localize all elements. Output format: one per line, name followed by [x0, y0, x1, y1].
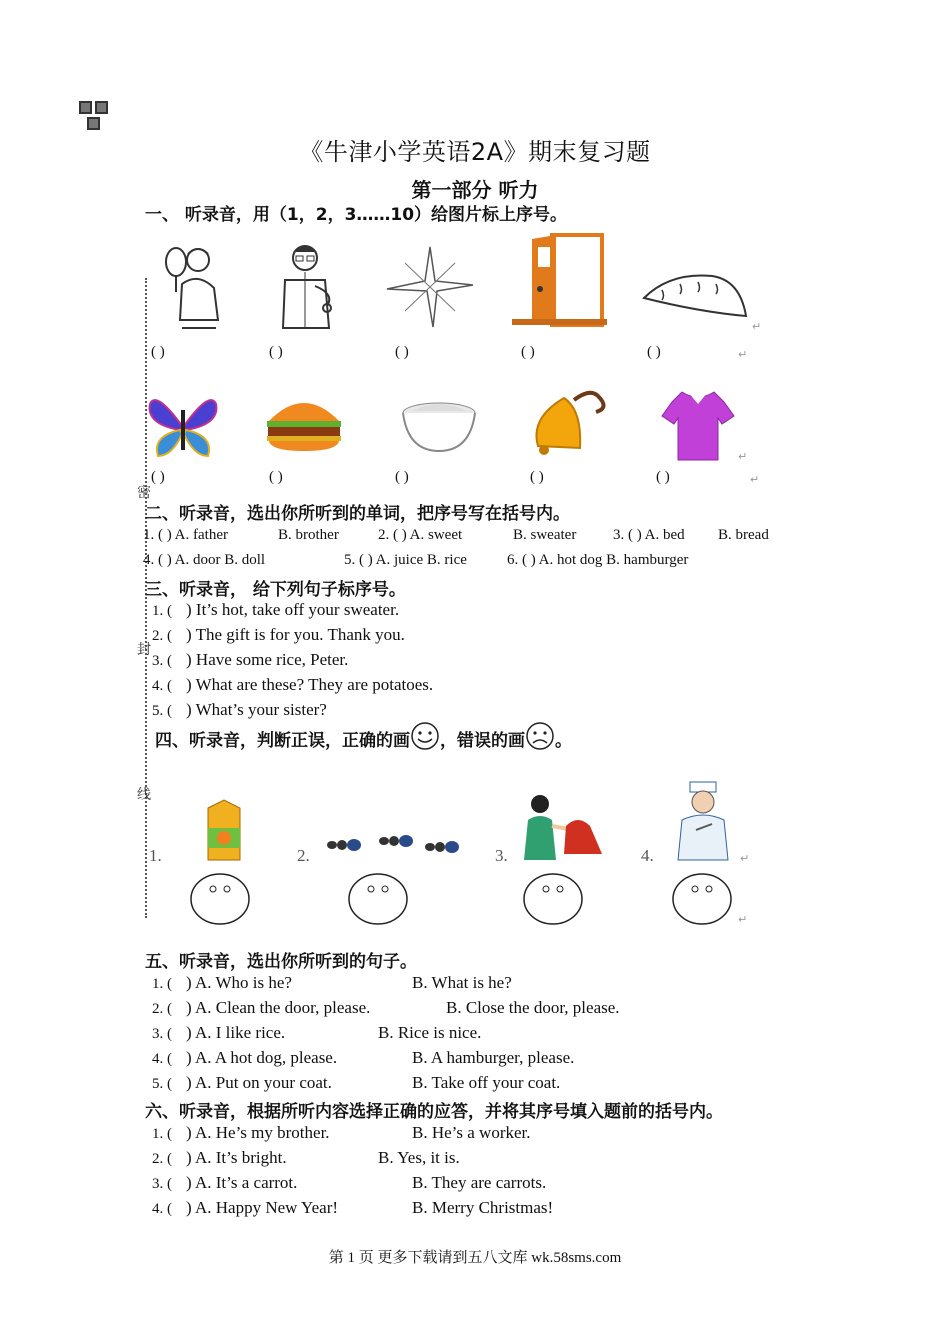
blank-4[interactable]: ( ): [521, 344, 535, 360]
section1-heading: 一、 听录音，用（1，2，3……10）给图片标上序号。: [145, 205, 568, 225]
part-title: 第一部分 听力: [411, 178, 539, 202]
blank-1[interactable]: ( ): [151, 344, 165, 360]
doctor-picture: [275, 240, 345, 339]
return-mark: ↵: [750, 473, 760, 486]
return-mark: ↵: [752, 320, 762, 333]
item-number: 5. (: [152, 703, 172, 719]
option-a: ) A. I like rice.: [186, 1023, 286, 1042]
page-title: 《牛津小学英语2A》期末复习题: [299, 138, 651, 166]
item-number: 1. (: [152, 976, 172, 992]
s5-item-5: [152, 1073, 332, 1093]
s2-q3-b: B. bread: [718, 527, 769, 543]
option-a: ) A. Clean the door, please.: [186, 998, 371, 1017]
blank-5[interactable]: ( ): [647, 344, 661, 360]
blank-face-2-icon[interactable]: [347, 872, 409, 930]
blank-2[interactable]: ( ): [269, 344, 283, 360]
item-number: 4. (: [152, 1051, 172, 1067]
return-mark: ↵: [738, 450, 748, 463]
s6-item-1: [152, 1123, 330, 1143]
s3-item-4: [152, 675, 433, 695]
s5-item-4: [152, 1048, 337, 1068]
option-a: ) A. It’s a carrot.: [186, 1173, 298, 1192]
item-number: 4. (: [152, 678, 172, 694]
section2-heading: 二、听录音，选出你所听到的单词，把序号写在括号内。: [145, 504, 570, 524]
binding-mark-feng: 封: [137, 642, 151, 658]
item-number: 1. (: [152, 603, 172, 619]
s3-item-5: [152, 700, 327, 720]
item-number: 3. (: [152, 1026, 172, 1042]
hamburger-picture: [265, 393, 343, 457]
blank-face-3-icon[interactable]: [522, 872, 584, 930]
blank-6[interactable]: ( ): [151, 469, 165, 485]
blank-face-1-icon[interactable]: [189, 872, 251, 930]
item-number: 2. (: [152, 1001, 172, 1017]
item-number: 3. (: [152, 1176, 172, 1192]
item-text: ) It’s hot, take off your sweater.: [186, 600, 400, 619]
section4-heading: [155, 722, 572, 751]
item-number: 2. (: [152, 628, 172, 644]
binding-mark-mi: 密: [137, 485, 151, 501]
door-picture: [512, 233, 607, 332]
s6-item-3: [152, 1173, 297, 1193]
item-text: ) The gift is for you. Thank you.: [186, 625, 405, 644]
s3-item-2: [152, 625, 405, 645]
s2-q6: 6. ( ) A. hot dog B. hamburger: [507, 552, 689, 568]
smiley-face-icon: [410, 722, 440, 750]
bell-picture: [524, 388, 616, 464]
s5-item-1-b: B. What is he?: [412, 973, 512, 992]
sweet-potato-picture: [640, 268, 750, 327]
page-footer: 第 1 页 更多下载请到五八文库 wk.58sms.com: [328, 1250, 622, 1266]
s2-q3-a: 3. ( ) A. bed: [613, 527, 685, 543]
s6-item-2: [152, 1148, 287, 1168]
s5-item-2: [152, 998, 370, 1018]
blank-7[interactable]: ( ): [269, 469, 283, 485]
blank-10[interactable]: ( ): [656, 469, 670, 485]
blank-face-4-icon[interactable]: [671, 872, 733, 930]
sad-face-icon: [525, 722, 555, 750]
heading-part-c: 。: [555, 731, 572, 751]
s6-item-3-b: B. They are carrots.: [412, 1173, 547, 1192]
item-number: 2. (: [152, 1151, 172, 1167]
butterfly-picture: [146, 390, 221, 466]
ants-picture: [320, 825, 465, 869]
item-text: ) What are these? They are potatoes.: [186, 675, 434, 694]
s2-q1-b: B. brother: [278, 527, 339, 543]
s5-item-5-b: B. Take off your coat.: [412, 1073, 561, 1092]
s6-item-1-b: B. He’s a worker.: [412, 1123, 531, 1142]
item-number: 1. (: [152, 1126, 172, 1142]
option-a: ) A. Put on your coat.: [186, 1073, 332, 1092]
return-mark: ↵: [738, 348, 748, 361]
s6-item-4: [152, 1198, 338, 1218]
item-number: 3. (: [152, 653, 172, 669]
heading-part-a: 四、听录音，判断正误，正确的画: [155, 731, 410, 751]
option-a: ) A. Who is he?: [186, 973, 292, 992]
s5-item-3: [152, 1023, 285, 1043]
item-text: ) Have some rice, Peter.: [186, 650, 349, 669]
item-number: 5. (: [152, 1076, 172, 1092]
juice-box-picture: [200, 798, 246, 866]
s2-q2-b: B. sweater: [513, 527, 577, 543]
s3-item-1: [152, 600, 399, 620]
section5-heading: 五、听录音，选出你所听到的句子。: [145, 952, 417, 972]
return-mark: ↵: [740, 852, 750, 865]
s5-item-3-b: B. Rice is nice.: [378, 1023, 482, 1042]
s6-item-4-b: B. Merry Christmas!: [412, 1198, 554, 1217]
s4-label-4: 4.: [641, 846, 654, 865]
s5-item-4-b: B. A hamburger, please.: [412, 1048, 575, 1067]
s2-q4: 4. ( ) A. door B. doll: [143, 552, 266, 568]
binding-mark-xian: 线: [137, 787, 151, 803]
s4-label-3: 3.: [495, 846, 508, 865]
woman-tennis-picture: [152, 240, 230, 339]
star-picture: [385, 245, 475, 334]
option-a: ) A. Happy New Year!: [186, 1198, 339, 1217]
return-mark: ↵: [738, 913, 748, 926]
option-a: ) A. He’s my brother.: [186, 1123, 330, 1142]
rice-bowl-picture: [398, 395, 480, 459]
blank-9[interactable]: ( ): [530, 469, 544, 485]
option-a: ) A. It’s bright.: [186, 1148, 287, 1167]
section6-heading: 六、听录音，根据所听内容选择正确的应答，并将其序号填入题前的括号内。: [145, 1102, 723, 1122]
s2-q5: 5. ( ) A. juice B. rice: [344, 552, 467, 568]
item-text: ) What’s your sister?: [186, 700, 327, 719]
item-number: 4. (: [152, 1201, 172, 1217]
option-a: ) A. A hot dog, please.: [186, 1048, 338, 1067]
section3-heading: 三、听录音， 给下列句子标序号。: [145, 580, 406, 600]
s2-q2-a: 2. ( ) A. sweet: [378, 527, 463, 543]
blank-3[interactable]: ( ): [395, 344, 409, 360]
s6-item-2-b: B. Yes, it is.: [378, 1148, 460, 1167]
s5-item-2-b: B. Close the door, please.: [446, 998, 620, 1017]
heading-part-b: ，错误的画: [440, 731, 525, 751]
s2-q1-a: 1. ( ) A. father: [143, 527, 228, 543]
s4-label-2: 2.: [297, 846, 310, 865]
woman-coat-picture: [518, 790, 606, 866]
s4-label-1: 1.: [149, 846, 162, 865]
s3-item-3: [152, 650, 348, 670]
blank-8[interactable]: ( ): [395, 469, 409, 485]
s5-item-1: [152, 973, 292, 993]
shirt-picture: [660, 386, 736, 470]
nurse-picture: [672, 780, 734, 866]
